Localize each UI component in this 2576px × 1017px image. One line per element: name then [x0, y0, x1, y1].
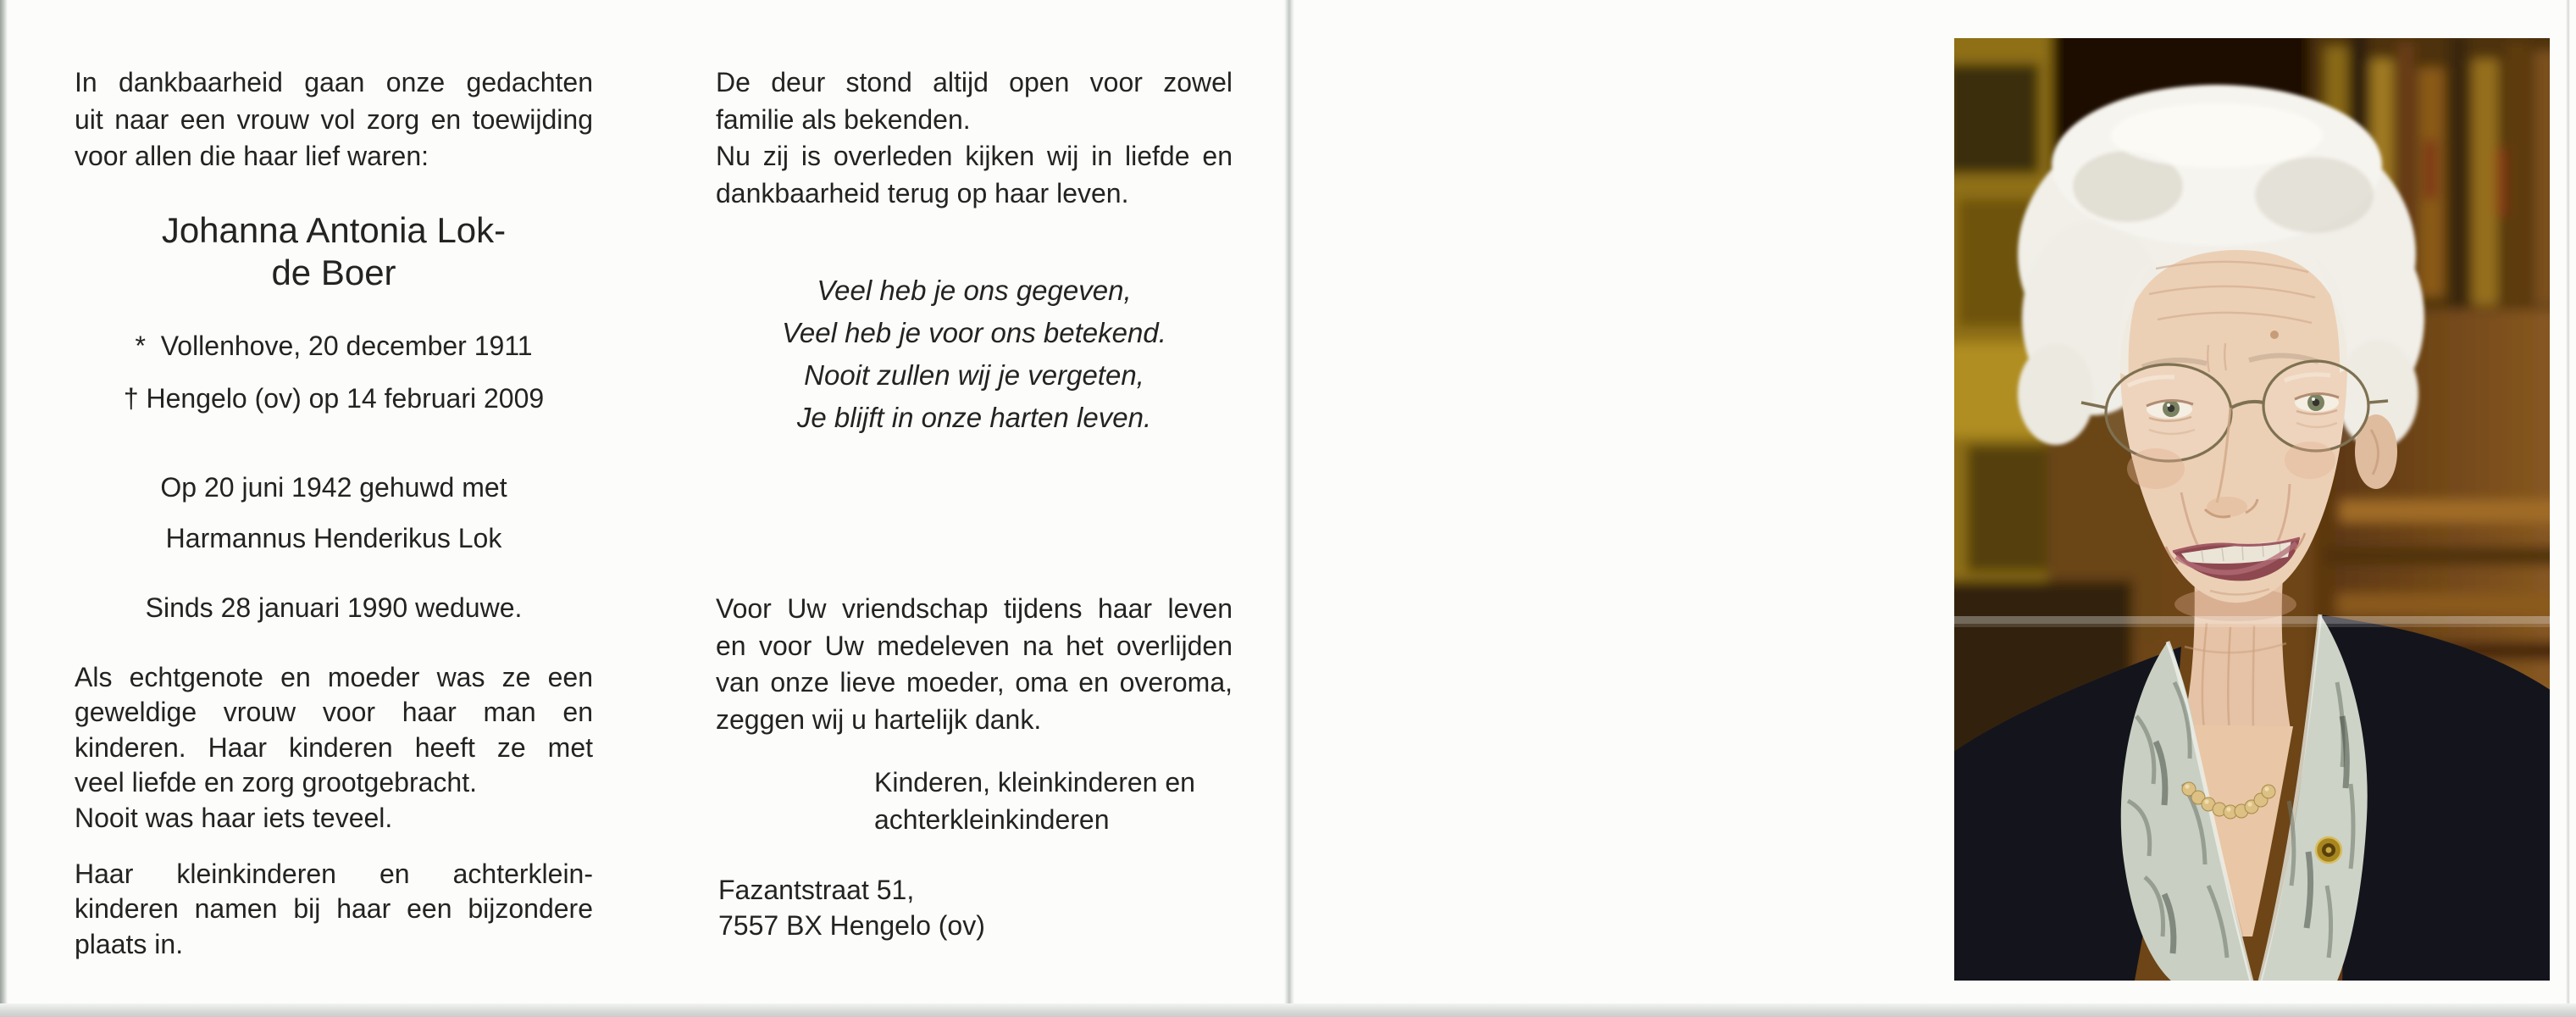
card-fold-line [1284, 0, 1294, 1017]
card-bottom-shadow [0, 1003, 2576, 1017]
portrait-photo-illustration [1954, 38, 2550, 981]
thanks-line: Voor Uw vriendschap tijdens haar leven [716, 593, 1233, 624]
tribute-line: Als echtgenote en moeder was ze een [75, 662, 593, 692]
deceased-name-line: Johanna Antonia Lok- [161, 210, 507, 250]
poem-line: Je blijft in onze harten leven. [796, 402, 1152, 433]
thanks-paragraph [716, 591, 1233, 738]
husband-name-line: Harmannus Henderikus Lok [165, 523, 502, 553]
signature-line: achterkleinkinderen [874, 803, 1110, 835]
tribute-paragraph [75, 660, 593, 836]
intro-line: voor allen die haar lief waren: [75, 141, 429, 171]
door-paragraph [716, 64, 1233, 212]
deceased-name-line: de Boer [271, 253, 396, 292]
door-line: familie als bekenden. [716, 103, 971, 135]
intro-line: uit naar een vrouw vol zorg en toewijding [75, 103, 593, 135]
portrait-photo [1954, 38, 2550, 981]
tribute-line: kinderen. Haar kinderen heeft ze met [75, 731, 593, 763]
death-line: † Hengelo (ov) op 14 februari 2009 [123, 383, 545, 414]
address-line: Fazantstraat 51, [718, 875, 915, 905]
thanks-line: en voor Uw medeleven na het overlijden [716, 630, 1233, 661]
poem-line: Veel heb je voor ons betekend. [782, 317, 1166, 348]
intro-line: In dankbaarheid gaan onze gedachten [75, 67, 593, 97]
grandchildren-paragraph [75, 857, 593, 962]
thanks-line: van onze lieve moeder, oma en overoma, [716, 667, 1233, 697]
middle-page [716, 0, 1233, 1017]
tribute-line: Nooit was haar iets teveel. [75, 802, 393, 833]
gold-brooch [2316, 837, 2341, 863]
memorial-poem [716, 270, 1233, 439]
intro-paragraph [75, 64, 593, 175]
door-line: De deur stond altijd open voor zowel [716, 67, 1233, 97]
signature-block [874, 764, 1233, 838]
tribute-line: geweldige vrouw voor haar man en [75, 697, 593, 728]
signature-line: Kinderen, kleinkinderen en [874, 767, 1195, 797]
poem-line: Veel heb je ons gegeven, [817, 275, 1132, 306]
address-line: 7557 BX Hengelo (ov) [718, 910, 985, 941]
birth-line: * Vollenhove, 20 december 1911 [135, 331, 533, 361]
poem-line: Nooit zullen wij je vergeten, [804, 359, 1144, 391]
thanks-line: zeggen wij u hartelijk dank. [716, 703, 1042, 735]
door-line: Nu zij is overleden kijken wij in liefde en [716, 141, 1233, 171]
scan-artifact-band [1954, 616, 2550, 624]
marriage-line: Op 20 juni 1942 gehuwd met [160, 472, 507, 503]
card-right-edge [2566, 0, 2570, 1010]
grandchildren-line: Haar kleinkinderen en achterklein- [75, 859, 593, 889]
card-left-edge [0, 0, 8, 1017]
deceased-name [75, 209, 593, 294]
grandchildren-line: plaats in. [75, 928, 184, 959]
widow-line: Sinds 28 januari 1990 weduwe. [145, 592, 523, 623]
door-line: dankbaarheid terug op haar leven. [716, 177, 1129, 208]
tribute-line: veel liefde en zorg grootgebracht. [75, 767, 477, 798]
grandchildren-line: kinderen namen bij haar een bijzondere [75, 893, 593, 925]
address-block [718, 872, 1227, 943]
left-page [75, 0, 593, 1017]
